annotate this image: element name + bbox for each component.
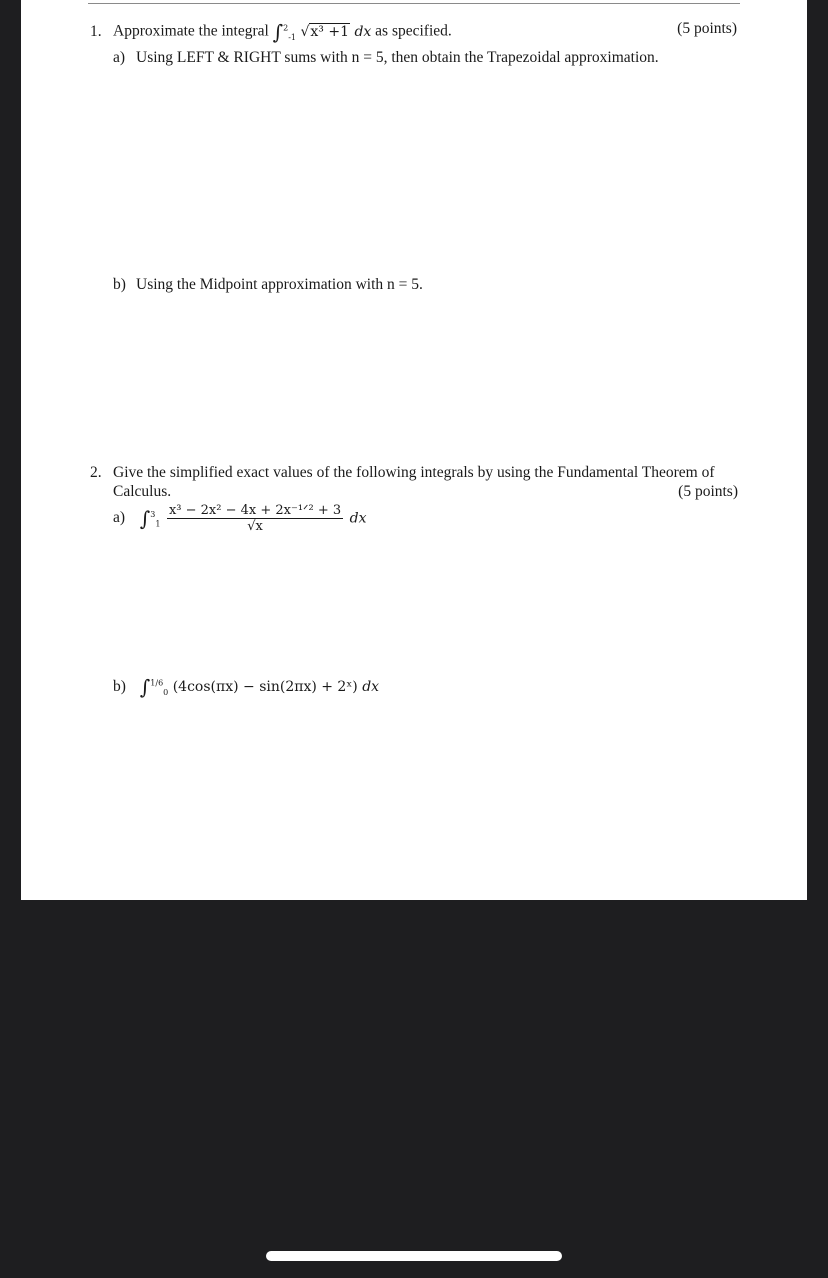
integral-sign-icon: ∫ <box>272 20 284 44</box>
home-indicator[interactable] <box>266 1251 562 1261</box>
numerator: x³ − 2x² − 4x + 2x⁻¹ᐟ² + 3 <box>168 503 342 518</box>
part-label: b) <box>113 677 126 695</box>
denominator: √x <box>247 519 263 534</box>
integral-sign-icon: ∫ <box>139 506 151 531</box>
differential: dx <box>354 24 372 40</box>
lower-limit: 1 <box>155 519 161 529</box>
problem-1-points: (5 points) <box>677 20 737 37</box>
problem-2b-integral <box>140 675 379 699</box>
top-rule <box>88 3 740 4</box>
problem-1-text-after: as specified. <box>375 22 452 40</box>
part-label: a) <box>113 509 126 527</box>
integrand: (4cos(πx) − sin(2πx) + 2ˣ) <box>172 679 358 695</box>
differential: dx <box>349 510 367 527</box>
problem-2b <box>113 675 379 699</box>
problem-1-text-before: Approximate the integral <box>113 22 269 40</box>
problem-1-integral <box>273 20 372 44</box>
problem-1-prompt <box>90 20 452 44</box>
problem-2-points: (5 points) <box>678 483 738 500</box>
sqrt-icon: √ <box>300 24 310 40</box>
problem-1-number: 1. <box>90 22 102 40</box>
part-label: b) <box>113 276 126 293</box>
problem-1b-text: Using the Midpoint approximation with n = 5. <box>136 276 423 293</box>
lower-limit: -1 <box>288 32 296 42</box>
document-page <box>21 0 807 900</box>
differential: dx <box>362 679 380 695</box>
problem-2-prompt <box>90 464 715 482</box>
upper-limit: 2 <box>283 23 289 33</box>
lower-limit: 0 <box>163 687 169 697</box>
problem-2-text-line1: Give the simplified exact values of the following integrals by using the Fundamental Theorem of <box>113 464 715 481</box>
integral-sign-icon: ∫ <box>139 675 151 699</box>
problem-2-text-line2: Calculus. <box>113 483 172 500</box>
upper-limit: 1/6 <box>150 678 164 688</box>
problem-2a <box>113 503 367 534</box>
fraction <box>167 503 343 534</box>
problem-2a-integral <box>140 503 367 534</box>
radicand: x³ +1 <box>310 24 349 40</box>
problem-1b <box>113 276 423 294</box>
problem-2-number: 2. <box>90 464 102 481</box>
problem-1a-text: Using LEFT & RIGHT sums with n = 5, then obtain the Trapezoidal approximation. <box>136 49 659 66</box>
part-label: a) <box>113 49 126 66</box>
upper-limit: 3 <box>150 509 156 519</box>
problem-1a <box>113 49 659 67</box>
